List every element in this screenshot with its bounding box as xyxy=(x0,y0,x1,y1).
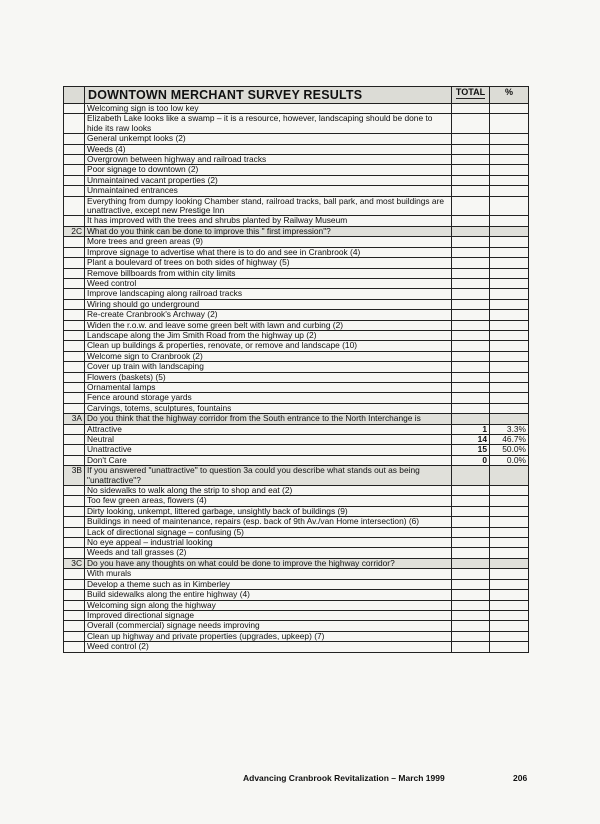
question-number: 3A xyxy=(64,414,85,424)
total-cell xyxy=(452,186,490,196)
response-text: Clean up buildings & properties, renovate, or remove and landscape (10) xyxy=(85,341,452,351)
survey-sheet xyxy=(63,86,528,653)
response-text: Weeds (4) xyxy=(85,144,452,154)
total-column-header xyxy=(452,87,490,104)
response-text: Re-create Cranbrook's Archway (2) xyxy=(85,310,452,320)
response-text: Build sidewalks along the entire highway (4) xyxy=(85,590,452,600)
question-text: If you answered "unattractive" to question 3a could you describe what stands out as being "unattractive"? xyxy=(85,466,452,486)
response-text: Lack of directional signage – confusing (5) xyxy=(85,527,452,537)
percent-cell xyxy=(490,341,529,351)
question-number xyxy=(64,114,85,134)
table-row xyxy=(64,175,529,185)
total-cell xyxy=(452,600,490,610)
table-row xyxy=(64,372,529,382)
total-cell xyxy=(452,590,490,600)
survey-table xyxy=(63,86,529,653)
question-number xyxy=(64,496,85,506)
percent-cell xyxy=(490,258,529,268)
table-row xyxy=(64,320,529,330)
table-row xyxy=(64,104,529,114)
total-cell: 14 xyxy=(452,435,490,445)
question-number xyxy=(64,538,85,548)
question-number xyxy=(64,600,85,610)
response-text: Don't Care xyxy=(85,455,452,465)
response-text: Welcoming sign is too low key xyxy=(85,104,452,114)
table-row xyxy=(64,299,529,309)
table-row xyxy=(64,527,529,537)
response-text: Dirty looking, unkempt, littered garbage, unsightly back of buildings (9) xyxy=(85,506,452,516)
header-id-cell xyxy=(64,87,85,104)
response-text: No sidewalks to walk along the strip to shop and eat (2) xyxy=(85,486,452,496)
question-number xyxy=(64,341,85,351)
response-text: Remove billboards from within city limits xyxy=(85,268,452,278)
response-text: Unmaintained entrances xyxy=(85,186,452,196)
total-cell xyxy=(452,144,490,154)
total-cell xyxy=(452,362,490,372)
percent-cell xyxy=(490,134,529,144)
response-text: Widen the r.o.w. and leave some green belt with lawn and curbing (2) xyxy=(85,320,452,330)
response-text: Attractive xyxy=(85,424,452,434)
percent-cell xyxy=(490,268,529,278)
response-text: Overgrown between highway and railroad tracks xyxy=(85,155,452,165)
percent-cell xyxy=(490,517,529,527)
total-cell xyxy=(452,165,490,175)
percent-cell xyxy=(490,175,529,185)
response-text: More trees and green areas (9) xyxy=(85,237,452,247)
percent-cell xyxy=(490,299,529,309)
response-text: Neutral xyxy=(85,435,452,445)
response-text: Welcoming sign along the highway xyxy=(85,600,452,610)
total-cell xyxy=(452,642,490,652)
question-number xyxy=(64,506,85,516)
question-number xyxy=(64,289,85,299)
table-row xyxy=(64,134,529,144)
total-column-label: TOTAL xyxy=(455,87,486,97)
total-cell xyxy=(452,114,490,134)
question-number xyxy=(64,486,85,496)
response-text: Ornamental lamps xyxy=(85,382,452,392)
total-cell xyxy=(452,372,490,382)
question-row xyxy=(64,558,529,568)
table-row xyxy=(64,538,529,548)
response-text: Wiring should go underground xyxy=(85,299,452,309)
percent-cell: 0.0% xyxy=(490,455,529,465)
percent-cell xyxy=(490,289,529,299)
table-row xyxy=(64,424,529,434)
total-cell xyxy=(452,320,490,330)
page-title: DOWNTOWN MERCHANT SURVEY RESULTS xyxy=(85,87,452,104)
table-row xyxy=(64,144,529,154)
question-number xyxy=(64,424,85,434)
response-text: Improved directional signage xyxy=(85,610,452,620)
table-row xyxy=(64,445,529,455)
percent-cell xyxy=(490,186,529,196)
percent-cell xyxy=(490,247,529,257)
question-number xyxy=(64,435,85,445)
percent-cell xyxy=(490,196,529,216)
question-number xyxy=(64,247,85,257)
table-row xyxy=(64,382,529,392)
question-row xyxy=(64,466,529,486)
total-cell xyxy=(452,134,490,144)
response-text: With murals xyxy=(85,569,452,579)
response-text: Unmaintained vacant properties (2) xyxy=(85,175,452,185)
question-number xyxy=(64,175,85,185)
question-number xyxy=(64,196,85,216)
response-text: Welcome sign to Cranbrook (2) xyxy=(85,351,452,361)
question-number xyxy=(64,104,85,114)
total-cell xyxy=(452,258,490,268)
question-number: 3B xyxy=(64,466,85,486)
question-number xyxy=(64,527,85,537)
question-number xyxy=(64,403,85,413)
question-number xyxy=(64,445,85,455)
percent-cell xyxy=(490,548,529,558)
table-row xyxy=(64,341,529,351)
total-cell xyxy=(452,579,490,589)
total-cell xyxy=(452,548,490,558)
percent-cell xyxy=(490,104,529,114)
total-cell xyxy=(452,278,490,288)
table-row xyxy=(64,186,529,196)
question-number xyxy=(64,517,85,527)
total-cell xyxy=(452,310,490,320)
total-cell: 0 xyxy=(452,455,490,465)
response-text: Unattractive xyxy=(85,445,452,455)
total-cell xyxy=(452,330,490,340)
percent-cell xyxy=(490,403,529,413)
table-row xyxy=(64,393,529,403)
response-text: Landscape along the Jim Smith Road from the highway up (2) xyxy=(85,330,452,340)
survey-rows xyxy=(64,104,529,653)
question-number xyxy=(64,268,85,278)
total-cell xyxy=(452,569,490,579)
percent-column-header: % xyxy=(490,87,529,104)
percent-cell xyxy=(490,527,529,537)
total-cell: 1 xyxy=(452,424,490,434)
table-row xyxy=(64,268,529,278)
response-text: Carvings, totems, sculptures, fountains xyxy=(85,403,452,413)
total-cell xyxy=(452,610,490,620)
question-text: Do you have any thoughts on what could be done to improve the highway corridor? xyxy=(85,558,452,568)
table-row xyxy=(64,258,529,268)
question-number xyxy=(64,642,85,652)
response-text: Poor signage to downtown (2) xyxy=(85,165,452,175)
question-number: 3C xyxy=(64,558,85,568)
question-row xyxy=(64,414,529,424)
table-header-row xyxy=(64,87,529,104)
table-row xyxy=(64,403,529,413)
percent-cell xyxy=(490,216,529,226)
question-number xyxy=(64,216,85,226)
response-text: Cover up train with landscaping xyxy=(85,362,452,372)
response-text: Weed control xyxy=(85,278,452,288)
total-cell xyxy=(452,517,490,527)
percent-cell xyxy=(490,621,529,631)
table-row xyxy=(64,196,529,216)
question-number xyxy=(64,144,85,154)
response-text: Weed control (2) xyxy=(85,642,452,652)
total-cell xyxy=(452,382,490,392)
question-number xyxy=(64,610,85,620)
table-row xyxy=(64,216,529,226)
question-number xyxy=(64,155,85,165)
table-row xyxy=(64,579,529,589)
table-row xyxy=(64,590,529,600)
question-number xyxy=(64,299,85,309)
total-cell xyxy=(452,403,490,413)
total-cell xyxy=(452,414,490,424)
percent-cell xyxy=(490,144,529,154)
table-row xyxy=(64,165,529,175)
question-number xyxy=(64,393,85,403)
table-row xyxy=(64,310,529,320)
table-row xyxy=(64,155,529,165)
percent-cell xyxy=(490,590,529,600)
response-text: Flowers (baskets) (5) xyxy=(85,372,452,382)
question-number xyxy=(64,569,85,579)
table-row xyxy=(64,351,529,361)
question-number xyxy=(64,362,85,372)
table-row xyxy=(64,600,529,610)
response-text: Plant a boulevard of trees on both sides of highway (5) xyxy=(85,258,452,268)
percent-cell xyxy=(490,114,529,134)
response-text: It has improved with the trees and shrubs planted by Railway Museum xyxy=(85,216,452,226)
percent-cell xyxy=(490,393,529,403)
question-number xyxy=(64,631,85,641)
response-text: Improve signage to advertise what there is to do and see in Cranbrook (4) xyxy=(85,247,452,257)
percent-cell xyxy=(490,538,529,548)
question-text: What do you think can be done to improve this " first impression"? xyxy=(85,226,452,236)
table-row xyxy=(64,247,529,257)
response-text: Elizabeth Lake looks like a swamp – it is a resource, however, landscaping should be done to hide its raw looks xyxy=(85,114,452,134)
response-text: Fence around storage yards xyxy=(85,393,452,403)
total-cell xyxy=(452,496,490,506)
total-cell xyxy=(452,486,490,496)
response-text: Overall (commercial) signage needs improving xyxy=(85,621,452,631)
total-cell xyxy=(452,196,490,216)
total-cell xyxy=(452,393,490,403)
total-cell xyxy=(452,538,490,548)
response-text: Buildings in need of maintenance, repairs (esp. back of 9th Av./van Home intersection) (6) xyxy=(85,517,452,527)
question-number xyxy=(64,278,85,288)
table-row xyxy=(64,486,529,496)
table-row xyxy=(64,642,529,652)
total-cell xyxy=(452,558,490,568)
question-number xyxy=(64,351,85,361)
percent-cell xyxy=(490,278,529,288)
total-cell xyxy=(452,506,490,516)
question-number xyxy=(64,548,85,558)
percent-cell: 46.7% xyxy=(490,435,529,445)
page-number: 206 xyxy=(513,773,528,783)
total-cell xyxy=(452,289,490,299)
table-row xyxy=(64,631,529,641)
percent-cell xyxy=(490,155,529,165)
total-cell xyxy=(452,216,490,226)
table-row xyxy=(64,330,529,340)
question-number xyxy=(64,330,85,340)
question-number xyxy=(64,186,85,196)
percent-cell xyxy=(490,486,529,496)
percent-cell xyxy=(490,506,529,516)
table-row xyxy=(64,621,529,631)
table-row xyxy=(64,517,529,527)
response-text: Clean up highway and private properties (upgrades, upkeep) (7) xyxy=(85,631,452,641)
question-number xyxy=(64,310,85,320)
total-cell xyxy=(452,621,490,631)
table-row xyxy=(64,548,529,558)
percent-cell xyxy=(490,237,529,247)
question-number xyxy=(64,237,85,247)
table-row xyxy=(64,435,529,445)
percent-cell: 50.0% xyxy=(490,445,529,455)
percent-cell xyxy=(490,414,529,424)
question-row xyxy=(64,226,529,236)
percent-cell xyxy=(490,569,529,579)
total-cell xyxy=(452,237,490,247)
total-cell: 15 xyxy=(452,445,490,455)
percent-cell xyxy=(490,310,529,320)
total-cell xyxy=(452,466,490,486)
response-text: Develop a theme such as in Kimberley xyxy=(85,579,452,589)
percent-cell xyxy=(490,330,529,340)
total-cell xyxy=(452,299,490,309)
percent-cell xyxy=(490,362,529,372)
percent-cell: 3.3% xyxy=(490,424,529,434)
percent-cell xyxy=(490,579,529,589)
percent-cell xyxy=(490,600,529,610)
percent-cell xyxy=(490,631,529,641)
total-cell xyxy=(452,104,490,114)
question-number xyxy=(64,320,85,330)
total-cell xyxy=(452,155,490,165)
table-row xyxy=(64,455,529,465)
response-text: Improve landscaping along railroad tracks xyxy=(85,289,452,299)
total-cell xyxy=(452,268,490,278)
table-row xyxy=(64,569,529,579)
response-text: Too few green areas, flowers (4) xyxy=(85,496,452,506)
response-text: Weeds and tall grasses (2) xyxy=(85,548,452,558)
question-number xyxy=(64,165,85,175)
percent-cell xyxy=(490,642,529,652)
percent-cell xyxy=(490,496,529,506)
total-cell xyxy=(452,247,490,257)
table-row xyxy=(64,496,529,506)
response-text: No eye appeal – industrial looking xyxy=(85,538,452,548)
total-cell xyxy=(452,527,490,537)
question-number xyxy=(64,258,85,268)
table-row xyxy=(64,506,529,516)
question-number xyxy=(64,579,85,589)
question-number: 2C xyxy=(64,226,85,236)
table-row xyxy=(64,237,529,247)
percent-cell xyxy=(490,466,529,486)
percent-cell xyxy=(490,382,529,392)
table-row xyxy=(64,114,529,134)
total-cell xyxy=(452,341,490,351)
total-cell xyxy=(452,351,490,361)
percent-cell xyxy=(490,610,529,620)
table-row xyxy=(64,362,529,372)
table-row xyxy=(64,610,529,620)
question-number xyxy=(64,621,85,631)
total-cell xyxy=(452,631,490,641)
table-row xyxy=(64,278,529,288)
footer-text: Advancing Cranbrook Revitalization – March 1999 xyxy=(243,773,445,783)
response-text: General unkempt looks (2) xyxy=(85,134,452,144)
total-cell xyxy=(452,226,490,236)
percent-cell xyxy=(490,351,529,361)
question-number xyxy=(64,382,85,392)
percent-cell xyxy=(490,165,529,175)
percent-cell xyxy=(490,558,529,568)
question-number xyxy=(64,455,85,465)
question-text: Do you think that the highway corridor from the South entrance to the North Interchange is xyxy=(85,414,452,424)
question-number xyxy=(64,134,85,144)
response-text: Everything from dumpy looking Chamber stand, railroad tracks, ball park, and most buildings are unattractive, except new Prestige Inn xyxy=(85,196,452,216)
table-row xyxy=(64,289,529,299)
percent-cell xyxy=(490,320,529,330)
percent-cell xyxy=(490,226,529,236)
question-number xyxy=(64,590,85,600)
percent-cell xyxy=(490,372,529,382)
question-number xyxy=(64,372,85,382)
total-cell xyxy=(452,175,490,185)
